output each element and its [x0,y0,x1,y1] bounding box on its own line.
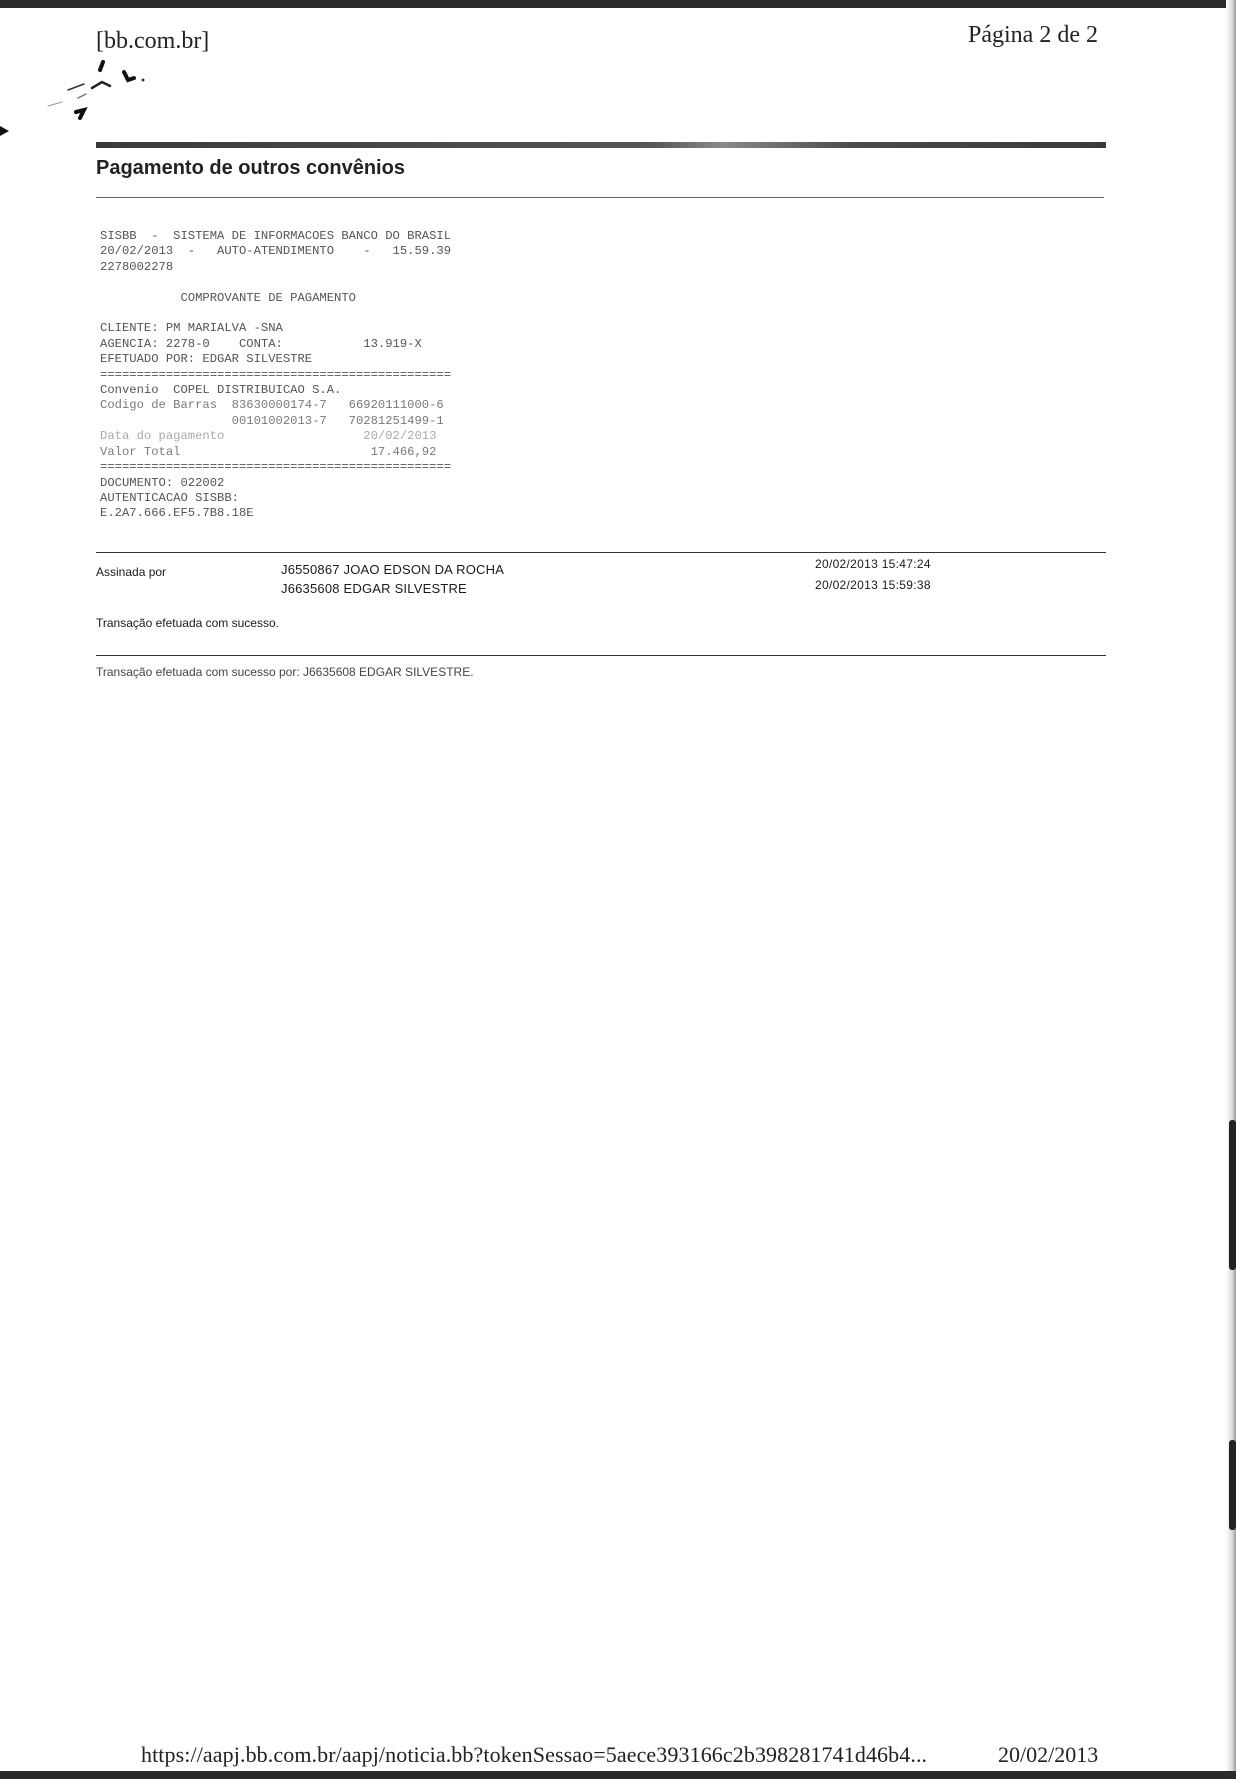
site-label: [bb.com.br] [96,28,210,54]
receipt-auth-label: AUTENTICACAO SISBB: [100,490,239,505]
receipt-date-line: 20/02/2013 - AUTO-ATENDIMENTO - 15.59.39 [100,244,452,259]
status-footer-message: Transação efetuada com sucesso por: J6635608 EDGAR SILVESTRE. [96,665,474,679]
divider [96,197,1104,198]
divider [96,552,1106,553]
signature-datetime: 20/02/2013 15:47:24 [815,557,931,571]
receipt-convenio: Convenio COPEL DISTRIBUICAO S.A. [100,383,342,398]
receipt-separator: ================================================ [100,460,452,475]
print-date: 20/02/2013 [998,1742,1099,1767]
receipt-agency-account: AGENCIA: 2278-0 CONTA: 13.919-X [100,336,422,351]
page-title: Pagamento de outros convênios [96,157,405,179]
scan-top-edge [0,0,1236,8]
receipt-barcode-line-1: Codigo de Barras 83630000174-7 66920111000-6 [100,398,444,413]
receipt-terminal: 2278002278 [100,259,174,274]
section-header-bar [96,142,1106,148]
receipt-barcode-line-2: 00101002013-7 70281251499-1 [100,413,444,428]
receipt-auth-code: E.2A7.666.EF5.7B8.18E [100,506,254,521]
ink-scribble-icon [40,58,180,128]
page-url: https://aapj.bb.com.br/aapj/noticia.bb?tokenSessao=5aece393166c2b398281741d46b4... [141,1742,928,1767]
receipt-heading: COMPROVANTE DE PAGAMENTO [180,290,356,305]
scan-right-mark [1229,1440,1236,1530]
page-indicator: Página 2 de 2 [968,22,1098,48]
scan-edge-mark [0,126,9,136]
receipt-total-value: Valor Total 17.466,92 [100,444,437,459]
receipt-system-line: SISBB - SISTEMA DE INFORMACOES BANCO DO BRASIL [100,229,452,243]
receipt-document: DOCUMENTO: 022002 [100,475,225,490]
divider [96,655,1106,656]
receipt-separator: ================================================ [100,367,452,382]
receipt-client: CLIENTE: PM MARIALVA -SNA [100,321,283,336]
scan-bottom-edge [0,1771,1236,1779]
signed-by-label: Assinada por [96,565,167,579]
signer-name: J6635608 EDGAR SILVESTRE [281,581,467,596]
status-message: Transação efetuada com sucesso. [96,616,279,630]
scan-right-mark [1229,1120,1236,1270]
receipt-payment-date: Data do pagamento 20/02/2013 [100,429,437,444]
receipt-paid-by: EFETUADO POR: EDGAR SILVESTRE [100,352,313,367]
payment-receipt [100,229,451,522]
signature-datetime: 20/02/2013 15:59:38 [815,578,931,592]
signer-name: J6550867 JOAO EDSON DA ROCHA [281,562,505,577]
